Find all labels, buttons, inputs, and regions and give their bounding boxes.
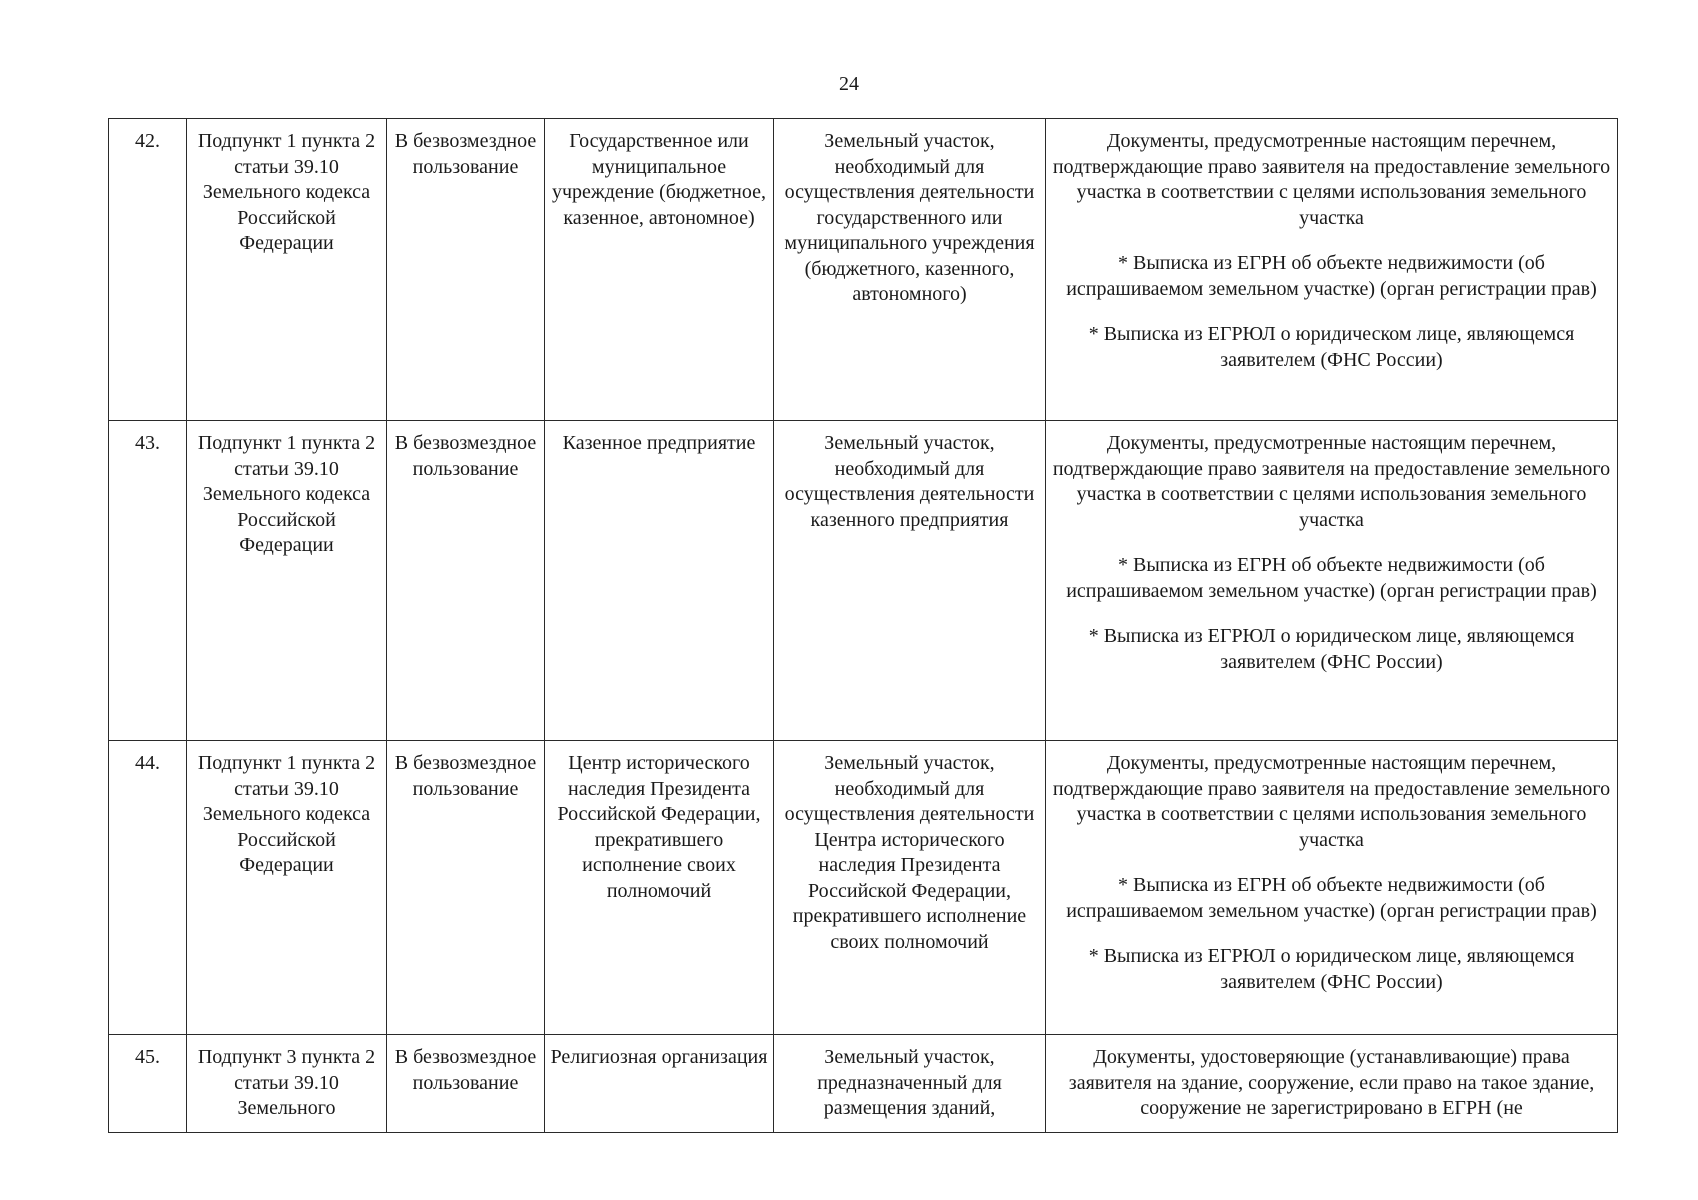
purpose-cell: Земельный участок, необходимый для осуществления деятельности казенного предприятия: [774, 421, 1046, 741]
table-row: [109, 741, 1618, 1035]
right-type-cell: В безвозмездное пользование: [387, 1035, 545, 1133]
document-paragraph: Документы, предусмотренные настоящим перечнем, подтверждающие право заявителя на предоставление земельного участка в соответствии с целями использования земельного участка: [1052, 752, 1611, 851]
applicant-cell: Религиозная организация: [545, 1035, 774, 1133]
legal-basis-cell: Подпункт 1 пункта 2 статьи 39.10 Земельного кодекса Российской Федерации: [187, 741, 387, 1035]
row-number: 43.: [109, 421, 187, 741]
table-row: [109, 1035, 1618, 1133]
document-paragraph: * Выписка из ЕГРЮЛ о юридическом лице, являющемся заявителем (ФНС России): [1088, 945, 1575, 993]
document-paragraph: Документы, предусмотренные настоящим перечнем, подтверждающие право заявителя на предоставление земельного участка в соответствии с целями использования земельного участка: [1052, 432, 1611, 531]
purpose-cell: Земельный участок, предназначенный для размещения зданий,: [774, 1035, 1046, 1133]
row-number: 44.: [109, 741, 187, 1035]
documents-cell: [1046, 421, 1618, 741]
right-type-cell: В безвозмездное пользование: [387, 421, 545, 741]
table-row: [109, 421, 1618, 741]
applicant-cell: Центр исторического наследия Президента Российской Федерации, прекратившего исполнение своих полномочий: [545, 741, 774, 1035]
purpose-cell: Земельный участок, необходимый для осуществления деятельности Центра исторического наследия Президента Российской Федерации, прекратившего исполнение своих полномочий: [774, 741, 1046, 1035]
legal-basis-cell: Подпункт 1 пункта 2 статьи 39.10 Земельного кодекса Российской Федерации: [187, 421, 387, 741]
right-type-cell: В безвозмездное пользование: [387, 119, 545, 421]
documents-cell: [1046, 1035, 1618, 1133]
page-number: 24: [839, 73, 859, 95]
right-type-cell: В безвозмездное пользование: [387, 741, 545, 1035]
row-number: 42.: [109, 119, 187, 421]
land-registry-table: [108, 118, 1618, 1133]
document-paragraph: * Выписка из ЕГРН об объекте недвижимости (об испрашиваемом земельном участке) (орган регистрации прав): [1066, 554, 1597, 602]
table-row: [109, 119, 1618, 421]
legal-basis-cell: Подпункт 1 пункта 2 статьи 39.10 Земельного кодекса Российской Федерации: [187, 119, 387, 421]
row-number: 45.: [109, 1035, 187, 1133]
document-paragraph: * Выписка из ЕГРН об объекте недвижимости (об испрашиваемом земельном участке) (орган регистрации прав): [1066, 874, 1597, 922]
document-paragraph: * Выписка из ЕГРН об объекте недвижимости (об испрашиваемом земельном участке) (орган регистрации прав): [1066, 252, 1597, 300]
applicant-cell: Государственное или муниципальное учреждение (бюджетное, казенное, автономное): [545, 119, 774, 421]
document-paragraph: * Выписка из ЕГРЮЛ о юридическом лице, являющемся заявителем (ФНС России): [1088, 625, 1575, 673]
document-paragraph: Документы, удостоверяющие (устанавливающие) права заявителя на здание, сооружение, если право на такое здание, сооружение не зарегистрировано в ЕГРН (не: [1068, 1046, 1595, 1119]
legal-basis-cell: Подпункт 3 пункта 2 статьи 39.10 Земельного: [187, 1035, 387, 1133]
document-paragraph: Документы, предусмотренные настоящим перечнем, подтверждающие право заявителя на предоставление земельного участка в соответствии с целями использования земельного участка: [1052, 130, 1611, 229]
documents-cell: [1046, 119, 1618, 421]
document-paragraph: * Выписка из ЕГРЮЛ о юридическом лице, являющемся заявителем (ФНС России): [1088, 323, 1575, 371]
applicant-cell: Казенное предприятие: [545, 421, 774, 741]
documents-cell: [1046, 741, 1618, 1035]
purpose-cell: Земельный участок, необходимый для осуществления деятельности государственного или муниципального учреждения (бюджетного, казенного, автономного): [774, 119, 1046, 421]
